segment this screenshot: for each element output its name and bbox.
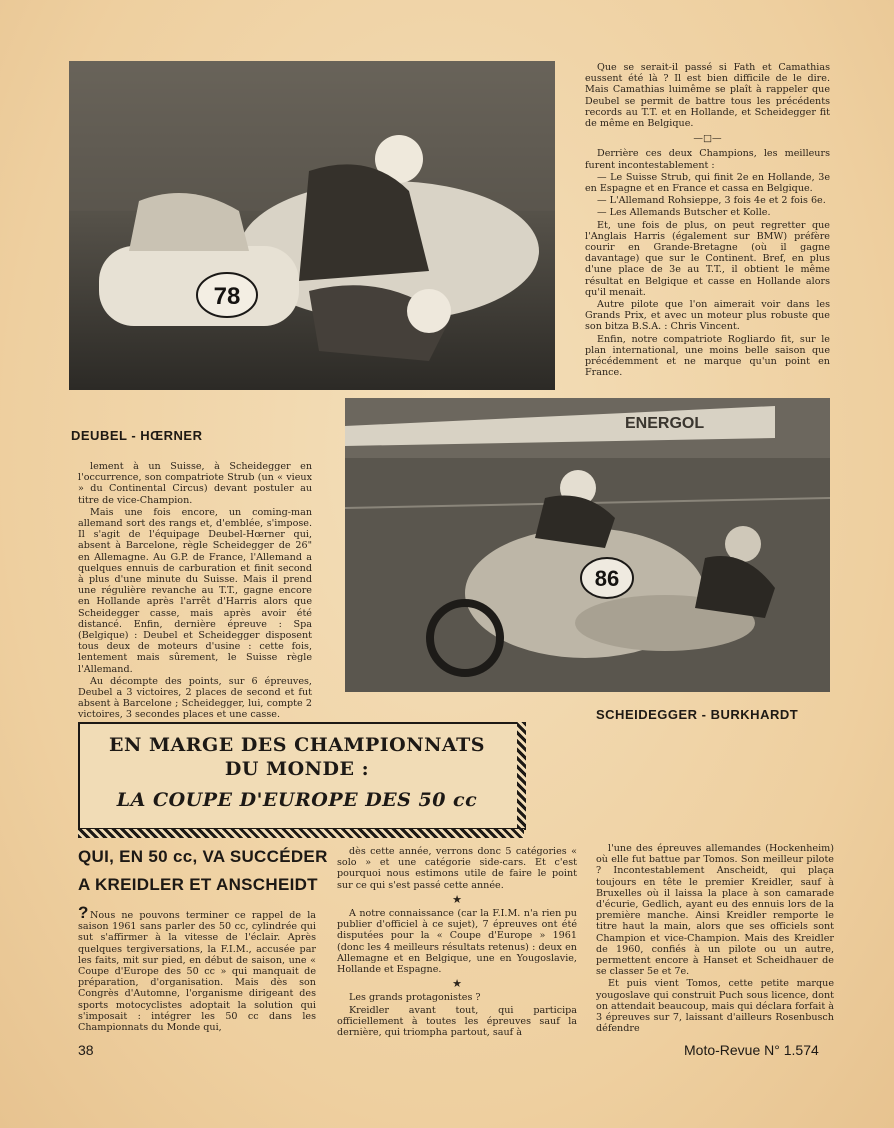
page-number: 38 bbox=[78, 1042, 94, 1058]
banner-energol: ENERGOL bbox=[625, 415, 705, 432]
paragraph: Et, une fois de plus, on peut regretter que l'Anglais Harris (également sur BMW) préfère courir en Grande-Bretagne (où il gagne davantage) que sur le Continent. Bref, en plus d'une place de 3e au T.T., il obtient le même résultat en Belgique et casse en Hollande alors qu'il menait. bbox=[585, 219, 830, 298]
paragraph: lement à un Suisse, à Scheidegger en l'occurrence, son compatriote Strub (un « vieux » du Continental Circus) devant postuler au titre de vice-Champion. bbox=[78, 461, 312, 506]
text-column-bottom-1 bbox=[78, 910, 316, 1034]
paragraph: dès cette année, verrons donc 5 catégories « solo » et une catégorie side-cars. Et c'est pourquoi nous estimons utile de faire le point sur ce qui s'est passé cette année. bbox=[337, 846, 577, 891]
photo-deubel-hoerner bbox=[69, 61, 555, 390]
paragraph: l'une des épreuves allemandes (Hockenheim) où elle fut battue par Tomos. Son meilleur pilote ? Incontestablement Anscheidt, qui plaça toujours en tête le premier Kreidler, sauf à Bruxelles où il laissa la place à son camarade d'écurie, Gedlich, ayant eu des ennuis lors de la première manche. Ainsi Kreidler remporte le titre haut la main, alors que ses officiels sont Champion et vice-Champion. Mais des Kreidler de 1960, confiés à un pilote ou un autre, permettent encore à Hanset et Scheidhauer de se classer 5e et 7e. bbox=[596, 843, 834, 978]
section-separator: —□— bbox=[693, 133, 722, 145]
paragraph: Les grands protagonistes ? bbox=[349, 992, 481, 1004]
caption-scheidegger-burkhardt: SCHEIDEGGER - BURKHARDT bbox=[596, 707, 799, 722]
paragraph: Et puis vient Tomos, cette petite marque yougoslave qui construit Puch sous licence, dont on attendait beaucoup, mais qui déclara forfait à 3 épreuves sur 7, laissant d'ailleurs Rosenbusch défendre bbox=[596, 978, 834, 1035]
publication-name: Moto-Revue N° 1.574 bbox=[684, 1042, 819, 1058]
paragraph: Enfin, notre compatriote Rogliardo fit, sur le plan international, une moins belle saison que précédemment et ne marque qu'un point en France. bbox=[585, 333, 830, 379]
race-number-78: 78 bbox=[213, 283, 241, 310]
paragraph: Au décompte des points, sur 6 épreuves, Deubel a 3 victoires, 2 places de second et fut absent à Barcelone ; Scheidegger, lui, compte 2 victoires, 3 secondes places et une casse. bbox=[78, 675, 312, 721]
paragraph: — L'Allemand Rohsieppe, 3 fois 4e et 2 fois 6e. bbox=[597, 195, 826, 207]
paragraph: — Les Allemands Butscher et Kolle. bbox=[597, 207, 771, 219]
text-column-bottom-3 bbox=[596, 843, 834, 1035]
decorative-stripe bbox=[517, 722, 526, 828]
heading-line-1: QUI, EN 50 cc, VA SUCCÉDER bbox=[78, 847, 328, 866]
paragraph: Derrière ces deux Champions, les meilleurs furent incontestablement : bbox=[585, 148, 830, 171]
box-title-line-3: LA COUPE D'EUROPE DES 50 cc bbox=[116, 789, 478, 811]
paragraph: Autre pilote que l'on aimerait voir dans les Grands Prix, et avec un moteur plus robuste que son bitza B.S.A. : Chris Vincent. bbox=[585, 299, 830, 333]
text-column-top-right bbox=[585, 62, 830, 379]
box-title-line-1: EN MARGE DES CHAMPIONNATS bbox=[108, 734, 485, 756]
paragraph: Kreidler avant tout, qui participa officiellement à toutes les épreuves sauf la dernière, qui triompha partout, sauf à bbox=[337, 1004, 577, 1039]
paragraph: Que se serait-il passé si Fath et Camathias eussent été là ? Il est bien difficile de le dire. Mais Camathias luimême se plaît à rappeler que Deubel se permit de battre tous les précédents records au T.T. et en Hollande, et Scheidegger fit de même en Belgique. bbox=[585, 62, 830, 130]
star-separator: ★ bbox=[452, 977, 462, 991]
paragraph: — Le Suisse Strub, qui finit 2e en Hollande, 3e en Espagne et en France et cassa en Belgique. bbox=[585, 171, 830, 195]
caption-deubel-hoerner: DEUBEL - HŒRNER bbox=[71, 428, 203, 443]
text-column-bottom-2 bbox=[337, 846, 577, 1039]
decorative-stripe bbox=[78, 829, 524, 838]
race-number-86: 86 bbox=[594, 566, 620, 591]
star-separator: ★ bbox=[452, 892, 462, 906]
box-title-line-2: DU MONDE : bbox=[224, 758, 370, 780]
paragraph: Mais une fois encore, un coming-man allemand sort des rangs et, d'emblée, s'impose. Il s'agit de l'équipage Deubel-Hœrner qui, absent à Barcelone, règle Scheidegger de 26" en Allemagne. Au G.P. de France, l'Allemand a quelques ennuis de carburation et finit second à plus d'une minute du Suisse. Mais il prend une régulière revanche au T.T., gagne encore en Hollande après l'arrêt d'Harris alors que Scheidegger casse, mais après avoir été distancé. Enfin, dernière épreuve : Spa (Belgique) : Deubel et Scheidegger disposent tous deux de moteurs d'usine : cette fois, lentement mais sûrement, le Suisse règle l'Allemand. bbox=[78, 506, 312, 675]
photo-scheidegger-burkhardt bbox=[345, 398, 830, 692]
text-column-mid-left bbox=[78, 461, 312, 722]
paragraph: Nous ne pouvons terminer ce rappel de la saison 1961 sans parler des 50 cc, cylindrée qui sut s'affirmer à la vitesse de l'éclair. Après quelques tergiversations, la F.I.M., accusée par les faits, mit sur pied, en début de saison, une « Coupe d'Europe des 50 cc » qui manquait de préparation, d'organisation. Mais dès son Congrès d'Automne, l'organisme dirigeant des sports motocyclistes adoptait la solution qui s'imposait : intégrer les 50 cc dans les Championnats du Monde qui, bbox=[78, 910, 316, 1034]
section-title-box bbox=[78, 722, 526, 830]
heading-line-2: A KREIDLER ET ANSCHEIDT ? bbox=[78, 875, 318, 922]
paragraph: A notre connaissance (car la F.I.M. n'a rien pu publier d'officiel à ce sujet), 7 épreuves ont été disputées pour la « Coupe d'Europe » 1961 (donc les 4 meilleurs résultats retenus) : deux en Allemagne et en Belgique, une en Yougoslavie, Hollande et Espagne. bbox=[337, 908, 577, 976]
